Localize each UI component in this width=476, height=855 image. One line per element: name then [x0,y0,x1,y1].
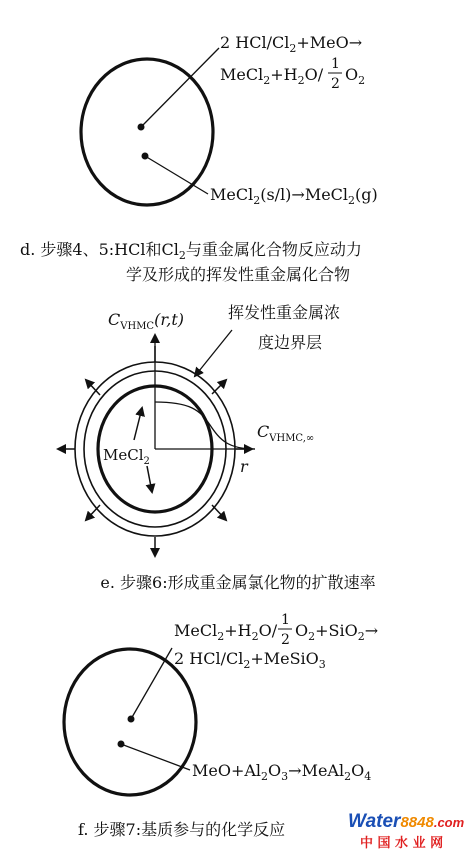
radial-arrow-upper-right [212,380,226,394]
caption-d-line1: d. 步骤4、5:HCl和$Cl_2$与重金属化合物反应动力 [20,240,362,262]
bulk-concentration-label: $C_{VHMC,\infty}$ [257,422,315,444]
equation-mecl2-evaporation: MeCl$_2$(s/l)→MeCl$_2$(g) [210,185,378,207]
fraction-denominator-d: 2 [331,76,340,92]
watermark-logo [348,811,465,851]
panel-e [58,303,376,592]
fraction-denominator-f: 2 [281,632,290,648]
mecl2-arrow-up [134,408,142,440]
radial-arrow-lower-left [86,505,100,520]
boundary-layer-label-1: 挥发性重金属浓 [228,303,341,322]
leader-bottom-f [121,744,190,770]
leader-top-f [131,648,172,719]
mecl2-label-e: MeCl$_2$ [103,446,150,467]
panel-d [20,33,378,284]
concentration-profile [155,402,255,449]
equation-mecl2-h2o: $MeCl_2+H_2O/$ [220,65,324,87]
caption-d-line2: 学及形成的挥发性重金属化合物 [125,265,351,284]
radial-arrow-lower-right [212,505,226,520]
equation-hcl-meo: 2 HCl/$Cl_2+MeO\to$ [220,33,363,55]
watermark-brand: Water8848.com [348,811,465,832]
equation-o2-d: $O_2$ [345,65,366,87]
caption-e: e. 步骤6:形成重金属氯化物的扩散速率 [100,573,376,592]
watermark-cn: 中 国 水 业 网 [360,836,444,851]
mecl2-arrow-down [147,466,152,492]
equation-mecl2-sio2: $MeCl_2+H_2O/$ [174,621,278,643]
particle-circle-d [81,59,213,205]
fraction-numerator-f: 1 [281,612,290,628]
concentration-label: $C_{VHMC}(r,t)$ [108,310,184,332]
boundary-layer-label-2: 度边界层 [258,333,323,352]
equation-hcl-mesio3: 2 HCl/$Cl_2+MeSiO_3$ [174,649,326,671]
caption-f: f. 步骤7:基质参与的化学反应 [78,820,286,839]
fraction-numerator-d: 1 [331,56,340,72]
r-axis-label: r [240,457,248,476]
equation-meo-al2o3: $MeO+Al_2O_3\to MeAl_2O_4$ [192,761,372,783]
panel-f [64,612,378,839]
equation-o2-sio2: $O_2+SiO_2\to$ [295,621,379,643]
boundary-layer-pointer [195,330,232,376]
